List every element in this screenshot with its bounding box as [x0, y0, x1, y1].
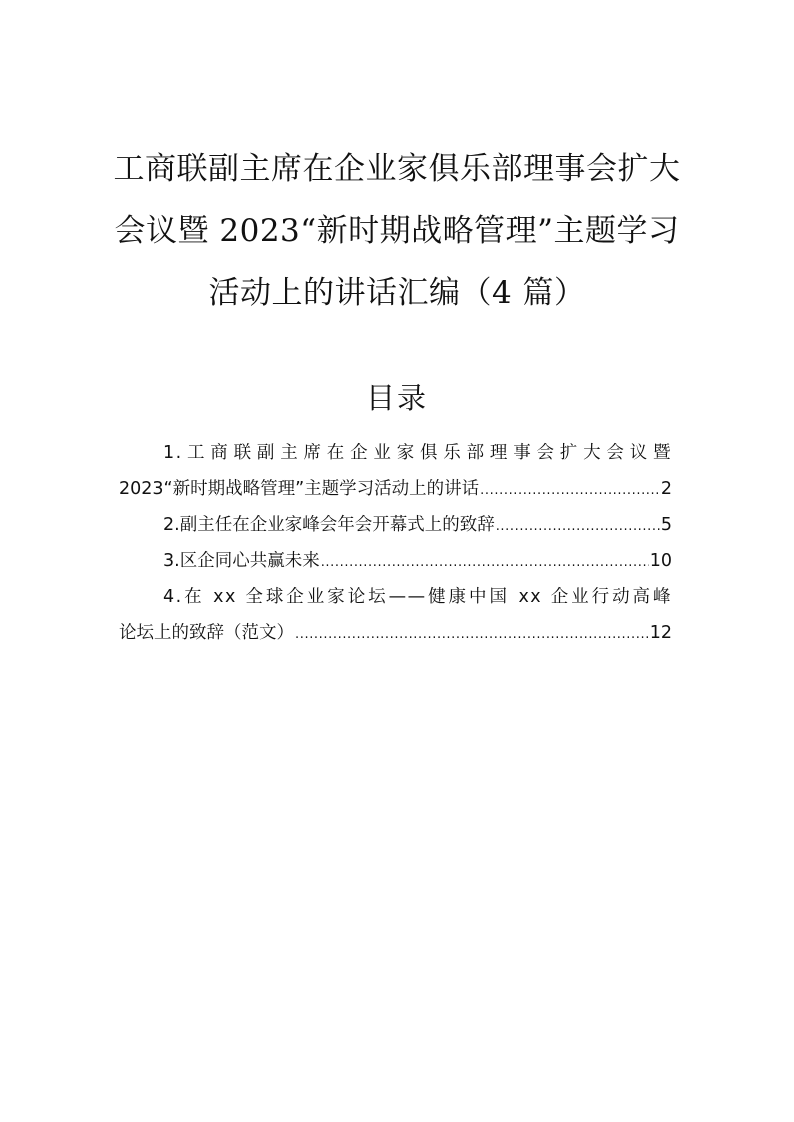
title-line-2: 会议暨 2023“新时期战略管理”主题学习 — [114, 213, 680, 249]
toc-heading: 目录 — [365, 381, 428, 415]
title-line-1: 工商联副主席在企业家俱乐部理事会扩大 — [113, 151, 681, 187]
toc-entry-1-line-1[interactable] — [119, 435, 672, 471]
toc-entry-4-line-2[interactable] — [119, 615, 672, 651]
toc-page-number: 12 — [649, 623, 672, 643]
toc-leader-dots — [295, 617, 649, 653]
toc-page-number: 2 — [660, 479, 672, 499]
toc-entry-4-line-1[interactable] — [119, 579, 672, 615]
toc-leader-dots — [321, 545, 649, 581]
toc-page-number: 10 — [649, 551, 672, 571]
toc-entry-text: 3.区企同心共赢未来 — [163, 551, 320, 571]
toc-leader-dots — [480, 473, 660, 509]
toc-entry-text: 4.在 xx 全球企业家论坛——健康中国 xx 企业行动高峰 — [163, 587, 672, 607]
toc-entry-text: 论坛上的致辞（范文） — [119, 623, 294, 643]
toc-entry-1-line-2[interactable] — [119, 471, 672, 507]
toc-entry-text: 2.副主任在企业家峰会年会开幕式上的致辞 — [163, 515, 495, 535]
toc-page-number: 5 — [660, 515, 672, 535]
title-line-3: 活动上的讲话汇编（4 篇） — [208, 275, 586, 311]
toc-entry-text: 2023“新时期战略管理”主题学习活动上的讲话 — [119, 479, 480, 499]
toc-leader-dots — [496, 509, 660, 545]
document-title — [100, 138, 694, 324]
toc-entry-text: 1.工商联副主席在企业家俱乐部理事会扩大会议暨 — [163, 443, 672, 463]
toc-entry-3[interactable] — [119, 543, 672, 579]
toc-entry-2[interactable] — [119, 507, 672, 543]
table-of-contents — [119, 435, 672, 651]
